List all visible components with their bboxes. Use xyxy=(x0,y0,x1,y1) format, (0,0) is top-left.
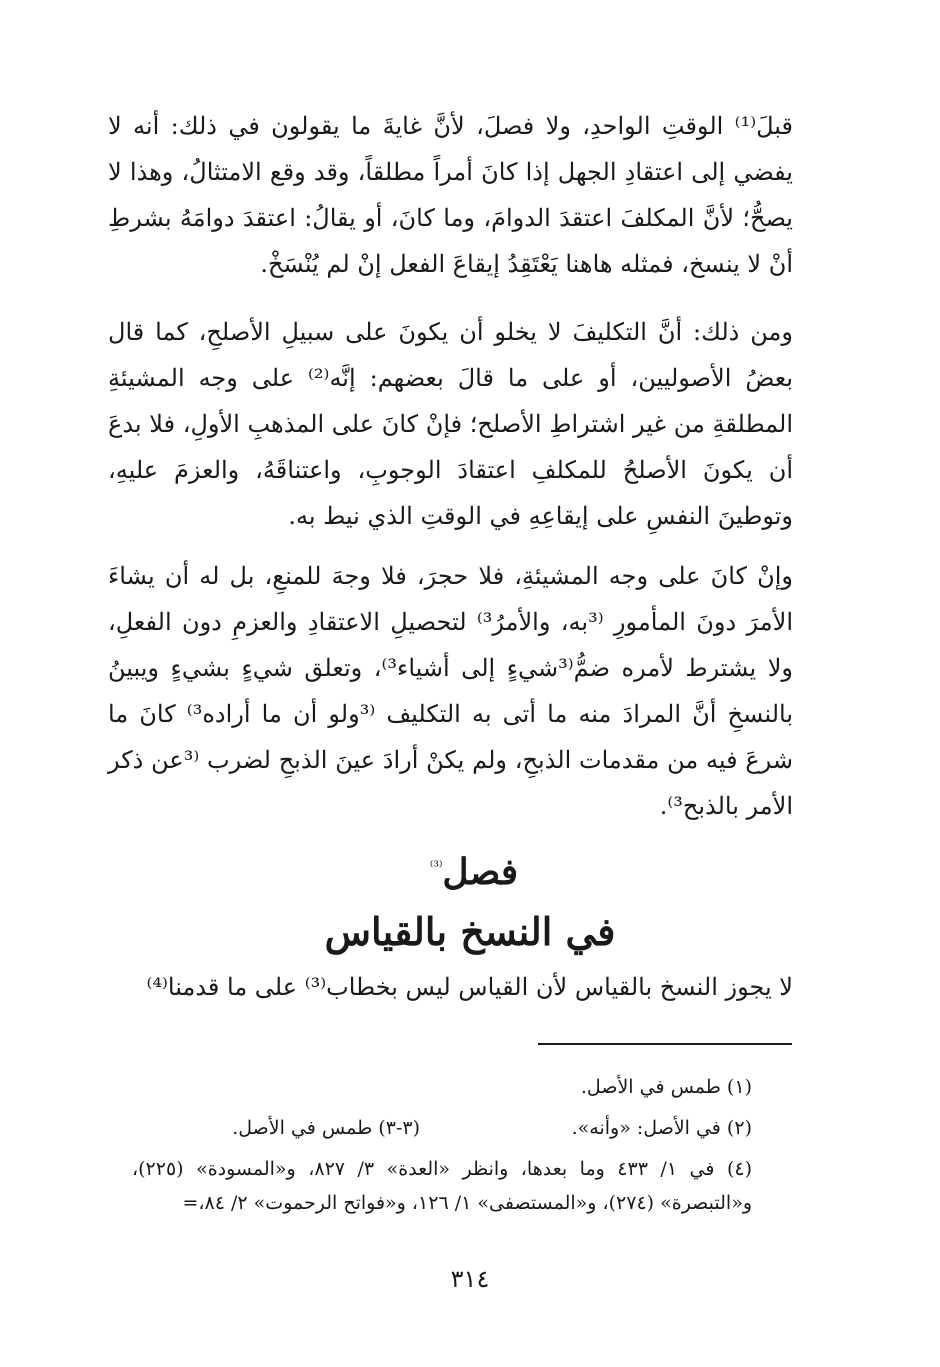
section-heading xyxy=(0,842,940,897)
section-title: في النسخ بالقياس xyxy=(324,909,616,954)
section-heading-label: فصل xyxy=(442,851,519,893)
footnote-divider xyxy=(538,1043,792,1045)
paragraph-2: ومن ذلك: أنَّ التكليفَ لا يخلو أن يكونَ على سبيلِ الأصلحِ، كما قال بعضُ الأصوليين، أو على ما قالَ بعضهم: إنَّه⁽²⁾ على وجه المشيئةِ المطلقةِ من غير اشتراطِ الأصلح؛ فإنْ كانَ على المذهبِ الأولِ، فلا بدعَ أن يكونَ الأصلحُ للمكلفِ اعتقادَ الوجوبِ، واعتناقَهُ، والعزمَ عليهِ، وتوطينَ النفسِ على إيقاعِهِ في الوقتِ الذي نيط به. xyxy=(108,318,793,530)
paragraph-3: وإنْ كانَ على وجه المشيئةِ، فلا حجرَ، فلا وجهَ للمنعِ، بل له أن يشاءَ الأمرَ دونَ المأمورِ ⁽³به، والأمرُ³⁾ لتحصيلِ الاعتقادِ والعزمِ دون الفعلِ، ولا يشترط لأمره ضمُّ⁽³شيءٍ إلى أشياء³⁾، وتعلق شيءٍ بشيءٍ ويبينُ بالنسخِ أنَّ المرادَ منه ما أتى به التكليف ⁽³ولو أن ما أراده³⁾ كانَ ما شرعَ فيه من مقدمات الذبحِ، ولم يكنْ أرادَ عينَ الذبحِ لضرب ⁽³عن ذكر الأمر بالذبح³⁾. xyxy=(108,562,794,820)
page-number: ٣١٤ xyxy=(450,1265,490,1293)
footnote-2: (٢) في الأصل: «وأنه». xyxy=(571,1117,752,1139)
section-heading-note: ⁽³⁾ xyxy=(429,859,443,875)
footnote-1: (١) طمس في الأصل. xyxy=(580,1076,752,1098)
paragraph-1: قبلَ⁽¹⁾ الوقتِ الواحدِ، ولا فصلَ، لأنَّ غايةَ ما يقولون في ذلك: أنه لا يفضي إلى اعتقادِ الجهل إذا كانَ أمراً مطلقاً، وقد وقع الامتثالُ، وهذا لا يصحُّ؛ لأنَّ المكلفَ اعتقدَ الدوامَ، وما كانَ، أو يقالُ: اعتقدَ دوامَهُ بشرطِ أنْ لا ينسخ، فمثله هاهنا يَعْتَقِدُ إيقاعَ الفعل إنْ لم يُنْسَخْ. xyxy=(108,112,793,278)
paragraph-4: لا يجوز النسخ بالقياس لأن القياس ليس بخطاب⁽³⁾ على ما قدمنا⁽⁴⁾ xyxy=(146,973,793,1001)
footnote-4: (٤) في ١/ ٤٣٣ وما بعدها، وانظر «العدة» ٣/ ٨٢٧، و«المسودة» (٢٢٥)، و«التبصرة» (٢٧٤)، و«المستصفى» ١/ ١٢٦، و«فواتح الرحموت» ٢/ ٨٤،= xyxy=(132,1158,752,1214)
footnote-3: (٣-٣) طمس في الأصل. xyxy=(232,1117,420,1139)
